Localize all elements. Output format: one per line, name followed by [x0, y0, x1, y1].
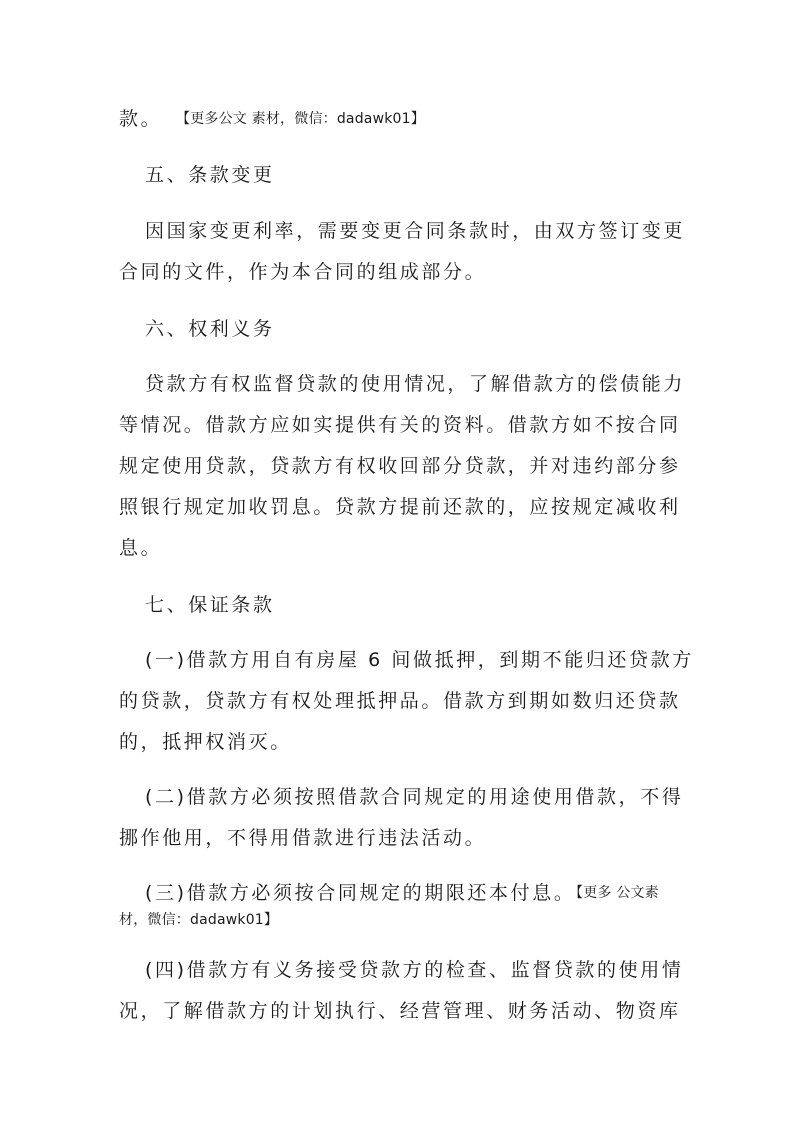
promo-note: 【更多公文 素材，微信：dadawk01】	[176, 111, 425, 127]
paragraph-line: 息。	[119, 537, 163, 559]
paragraph-line: 款。	[119, 108, 163, 130]
paragraph-line: (三)借款方必须按合同规定的期限还本付息。	[145, 882, 576, 904]
section-heading-5: 五、条款变更	[145, 164, 275, 186]
paragraph-line: (四)借款方有义务接受贷款方的检查、监督贷款的使用情	[145, 959, 684, 981]
paragraph-line: 等情况。借款方应如实提供有关的资料。借款方如不按合同	[119, 414, 681, 436]
promo-note: 材，微信：dadawk01】	[119, 912, 279, 928]
paragraph-line: 因国家变更利率，需要变更合同条款时，由双方签订变更	[145, 220, 686, 242]
section-heading-7: 七、保证条款	[145, 594, 275, 616]
paragraph-line: 挪作他用，不得用借款进行违法活动。	[119, 827, 487, 849]
paragraph-line: 合同的文件，作为本合同的组成部分。	[119, 261, 487, 283]
paragraph-line: (二)借款方必须按照借款合同规定的用途使用借款，不得	[145, 786, 684, 808]
paragraph-line: 的贷款，贷款方有权处理抵押品。借款方到期如数归还贷款	[119, 690, 681, 712]
section-heading-6: 六、权利义务	[145, 318, 275, 340]
paragraph-line: (一)借款方用自有房屋 6 间做抵押，到期不能归还贷款方	[145, 649, 694, 671]
paragraph-line: 规定使用贷款，贷款方有权收回部分贷款，并对违约部分参	[119, 455, 681, 477]
paragraph-line: 况，了解借款方的计划执行、经营管理、财务活动、物资库	[119, 1000, 681, 1022]
paragraph-line: 贷款方有权监督贷款的使用情况，了解借款方的偿债能力	[145, 373, 686, 395]
paragraph-line: 照银行规定加收罚息。贷款方提前还款的，应按规定减收利	[119, 496, 681, 518]
paragraph-line: 的，抵押权消灭。	[119, 731, 292, 753]
promo-note: 【更多 公文素	[569, 885, 659, 901]
